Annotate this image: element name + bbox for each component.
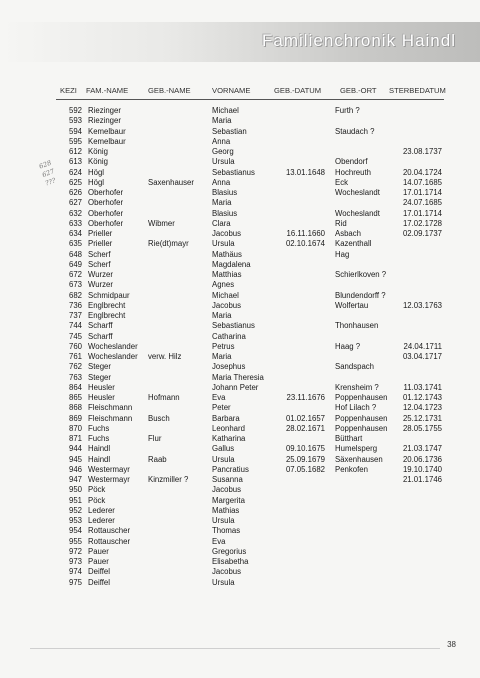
table-row [0, 373, 480, 383]
table-row [0, 188, 480, 198]
cell-fam-name: Heusler [88, 382, 115, 392]
cell-kezi: 973 [68, 557, 82, 566]
cell-geb-ort: Wolfertau [335, 300, 369, 310]
cell-fam-name: Scharff [88, 321, 113, 331]
cell-fam-name: Oberhofer [88, 208, 124, 218]
cell-kezi: 648 [68, 249, 82, 259]
cell-vorname: Michael [212, 290, 239, 300]
header-divider [56, 99, 444, 100]
cell-kezi: 763 [68, 372, 82, 382]
table-row [0, 485, 480, 495]
table-row [0, 362, 480, 372]
table-row [0, 219, 480, 229]
cell-vorname: Eva [212, 536, 226, 546]
cell-geb-name: Saxenhauser [148, 177, 194, 187]
table-row [0, 178, 480, 188]
cell-fam-name: Fleischmann [88, 403, 133, 413]
cell-kezi: 760 [68, 341, 82, 351]
cell-vorname: Gallus [212, 444, 235, 454]
cell-fam-name: Kemelbaur [88, 126, 126, 136]
cell-fam-name: Englbrecht [88, 311, 126, 320]
cell-fam-name: Högl [88, 167, 105, 177]
table-row [0, 250, 480, 260]
table-row [0, 147, 480, 157]
cell-geb-ort: Säxenhausen [335, 454, 383, 464]
cell-kezi: 761 [68, 352, 82, 361]
cell-vorname: Georg [212, 147, 234, 156]
cell-geb-ort: Wocheslandt [335, 208, 380, 218]
header-geb-datum: GEB.-DATUM [274, 86, 322, 95]
cell-vorname: Katharina [212, 434, 246, 443]
cell-kezi: 624 [68, 167, 82, 177]
cell-kezi: 632 [68, 208, 82, 218]
page-number: 38 [447, 640, 456, 649]
cell-sterbedatum: 03.04.1717 [402, 352, 442, 361]
cell-geb-ort: Asbach [335, 229, 362, 238]
cell-kezi: 673 [68, 280, 82, 290]
table-row [0, 311, 480, 321]
cell-geb-ort: Staudach ? [335, 126, 375, 136]
cell-vorname: Mathias [212, 505, 240, 515]
cell-geb-name: Rie(dt)mayr [148, 239, 189, 249]
cell-kezi: 871 [68, 434, 82, 443]
table-row [0, 547, 480, 557]
cell-kezi: 595 [68, 136, 82, 146]
cell-kezi: 682 [68, 290, 82, 300]
cell-kezi: 625 [68, 177, 82, 187]
cell-vorname: Thomas [212, 526, 241, 536]
cell-fam-name: Oberhofer [88, 218, 124, 228]
cell-sterbedatum: 21.01.1746 [402, 475, 442, 484]
cell-kezi: 952 [68, 505, 82, 515]
cell-fam-name: Scharff [88, 331, 113, 341]
cell-kezi: 635 [68, 239, 82, 249]
cell-geb-name: Busch [148, 413, 170, 423]
chronicle-banner [0, 22, 480, 62]
table-row [0, 301, 480, 311]
table-row [0, 291, 480, 301]
cell-fam-name: Oberhofer [88, 198, 124, 208]
cell-vorname: Jacobus [212, 485, 242, 495]
cell-sterbedatum: 14.07.1685 [402, 177, 442, 187]
cell-fam-name: Wocheslander [88, 352, 138, 361]
table-row [0, 229, 480, 239]
cell-geb-name: Hofmann [148, 393, 180, 402]
cell-geb-ort: Sandspach [335, 362, 375, 372]
cell-vorname: Michael [212, 106, 239, 115]
table-row [0, 403, 480, 413]
cell-vorname: Anna [212, 177, 231, 187]
table-row [0, 537, 480, 547]
cell-vorname: Maria [212, 198, 232, 208]
table-row [0, 506, 480, 516]
cell-kezi: 745 [68, 331, 82, 341]
cell-geb-datum: 07.05.1682 [285, 464, 325, 474]
table-row [0, 280, 480, 290]
cell-kezi: 974 [68, 567, 82, 577]
table-row [0, 157, 480, 167]
table-row [0, 239, 480, 249]
cell-fam-name: Pöck [88, 495, 106, 505]
cell-vorname: Barbara [212, 413, 240, 423]
cell-sterbedatum: 20.06.1736 [402, 454, 442, 464]
table-row [0, 106, 480, 116]
table-row [0, 414, 480, 424]
cell-kezi: 953 [68, 516, 82, 525]
cell-geb-ort: Thonhausen [335, 321, 379, 331]
cell-vorname: Ursula [212, 239, 235, 249]
margin-note-line: ??? [44, 176, 57, 188]
table-row [0, 516, 480, 526]
cell-vorname: Petrus [212, 341, 235, 351]
cell-vorname: Margerita [212, 495, 245, 505]
cell-fam-name: Fuchs [88, 434, 110, 443]
cell-fam-name: Pauer [88, 546, 109, 556]
cell-fam-name: Steger [88, 362, 111, 372]
table-row [0, 455, 480, 465]
cell-geb-datum: 01.02.1657 [285, 413, 325, 423]
table-row [0, 526, 480, 536]
cell-kezi: 869 [68, 413, 82, 423]
table-row [0, 567, 480, 577]
cell-vorname: Pancratius [212, 464, 249, 474]
table-row [0, 198, 480, 208]
cell-kezi: 627 [68, 198, 82, 208]
table-row [0, 465, 480, 475]
cell-vorname: Ursula [212, 577, 235, 587]
table-row [0, 321, 480, 331]
cell-geb-datum: 25.09.1679 [285, 454, 325, 464]
header-fam-name: FAM.-NAME [86, 86, 129, 95]
cell-sterbedatum: 12.03.1763 [402, 300, 442, 310]
cell-vorname: Jacobus [212, 229, 242, 238]
cell-fam-name: Riezinger [88, 116, 121, 126]
table-row [0, 352, 480, 362]
cell-fam-name: Haindl [88, 444, 111, 454]
cell-kezi: 954 [68, 526, 82, 536]
cell-geb-ort: Kazenthall [335, 239, 372, 249]
cell-fam-name: Fleischmann [88, 413, 133, 423]
table-row [0, 137, 480, 147]
cell-vorname: Elisabetha [212, 557, 249, 566]
cell-geb-ort: Schierlkoven ? [335, 270, 387, 279]
table-row [0, 383, 480, 393]
cell-vorname: Jacobus [212, 567, 242, 577]
cell-vorname: Gregorius [212, 546, 247, 556]
cell-kezi: 955 [68, 536, 82, 546]
cell-kezi: 975 [68, 577, 82, 587]
cell-vorname: Blasius [212, 188, 238, 197]
cell-fam-name: Rottauscher [88, 526, 131, 536]
cell-vorname: Matthias [212, 270, 242, 279]
cell-sterbedatum: 28.05.1755 [402, 423, 442, 433]
margin-note-line: 627 [41, 167, 56, 179]
cell-fam-name: Oberhofer [88, 188, 124, 197]
cell-kezi: 951 [68, 495, 82, 505]
cell-geb-ort: Furth ? [335, 106, 360, 115]
cell-kezi: 633 [68, 218, 82, 228]
cell-geb-name: Kinzmiller ? [148, 475, 189, 484]
cell-fam-name: Haindl [88, 454, 111, 464]
header-sterbedatum: STERBEDATUM [389, 86, 446, 95]
cell-geb-datum: 13.01.1648 [285, 167, 325, 177]
cell-fam-name: Pauer [88, 557, 109, 566]
cell-geb-ort: Obendorf [335, 157, 368, 167]
cell-vorname: Anna [212, 136, 231, 146]
cell-vorname: Maria [212, 352, 232, 361]
cell-kezi: 868 [68, 403, 82, 413]
cell-geb-ort: Eck [335, 177, 348, 187]
cell-geb-ort: Poppenhausen [335, 393, 388, 402]
cell-vorname: Clara [212, 218, 231, 228]
table-row [0, 444, 480, 454]
cell-vorname: Ursula [212, 516, 235, 525]
cell-kezi: 649 [68, 259, 82, 269]
cell-fam-name: Scherf [88, 259, 111, 269]
table-row [0, 116, 480, 126]
cell-kezi: 612 [68, 147, 82, 156]
cell-fam-name: Wurzer [88, 280, 113, 290]
table-row [0, 270, 480, 280]
table-row [0, 578, 480, 588]
cell-kezi: 870 [68, 423, 82, 433]
cell-sterbedatum: 20.04.1724 [402, 167, 442, 177]
cell-sterbedatum: 17.01.1714 [402, 188, 442, 197]
cell-fam-name: Högl [88, 177, 105, 187]
cell-sterbedatum: 19.10.1740 [402, 464, 442, 474]
cell-geb-name: Raab [148, 454, 167, 464]
cell-sterbedatum: 02.09.1737 [402, 229, 442, 238]
cell-kezi: 946 [68, 464, 82, 474]
cell-fam-name: Riezinger [88, 106, 121, 115]
cell-kezi: 947 [68, 475, 82, 484]
cell-fam-name: König [88, 157, 108, 167]
cell-vorname: Ursula [212, 454, 235, 464]
cell-fam-name: Kemelbaur [88, 136, 126, 146]
cell-fam-name: Heusler [88, 393, 115, 402]
cell-vorname: Blasius [212, 208, 238, 218]
cell-sterbedatum: 21.03.1747 [402, 444, 442, 454]
cell-kezi: 594 [68, 126, 82, 136]
cell-sterbedatum: 11.03.1741 [403, 382, 442, 392]
table-row [0, 209, 480, 219]
footer-divider [30, 648, 440, 649]
cell-vorname: Sebastian [212, 126, 247, 136]
header-geb-name: GEB.-NAME [148, 86, 191, 95]
cell-geb-ort: Bütthart [335, 434, 363, 443]
table-row [0, 393, 480, 403]
cell-geb-ort: Hof Lilach ? [335, 403, 377, 413]
cell-fam-name: Lederer [88, 505, 115, 515]
cell-fam-name: Wocheslander [88, 341, 138, 351]
cell-sterbedatum: 01.12.1743 [402, 393, 442, 402]
cell-fam-name: König [88, 147, 108, 156]
cell-fam-name: Prieller [88, 229, 113, 238]
cell-kezi: 613 [68, 157, 82, 167]
cell-kezi: 972 [68, 546, 82, 556]
cell-geb-ort: Rid [335, 218, 347, 228]
cell-fam-name: Scherf [88, 249, 111, 259]
cell-geb-ort: Haag ? [335, 341, 361, 351]
cell-geb-datum: 28.02.1671 [285, 423, 325, 433]
cell-kezi: 634 [68, 229, 82, 238]
cell-geb-ort: Hag [335, 249, 350, 259]
table-row [0, 496, 480, 506]
cell-sterbedatum: 24.07.1685 [402, 198, 442, 208]
cell-geb-datum: 16.11.1660 [286, 229, 325, 238]
cell-sterbedatum: 12.04.1723 [402, 403, 442, 413]
cell-fam-name: Westermayr [88, 475, 130, 484]
cell-kezi: 737 [68, 311, 82, 320]
cell-sterbedatum: 17.02.1728 [402, 218, 442, 228]
cell-vorname: Ursula [212, 157, 235, 167]
cell-kezi: 592 [68, 106, 82, 115]
cell-vorname: Eva [212, 393, 226, 402]
cell-sterbedatum: 25.12.1731 [402, 413, 442, 423]
cell-vorname: Catharina [212, 331, 246, 341]
cell-vorname: Maria [212, 116, 232, 126]
cell-vorname: Agnes [212, 280, 235, 290]
cell-geb-ort: Blundendorff ? [335, 290, 386, 300]
cell-geb-ort: Penkofen [335, 464, 368, 474]
table-row [0, 434, 480, 444]
table-row [0, 424, 480, 434]
cell-fam-name: Fuchs [88, 423, 110, 433]
cell-vorname: Jacobus [212, 300, 242, 310]
cell-vorname: Leonhard [212, 423, 245, 433]
cell-geb-ort: Wocheslandt [335, 188, 380, 197]
header-kezi: KEZI [60, 86, 77, 95]
cell-kezi: 864 [68, 382, 82, 392]
cell-fam-name: Deiffel [88, 577, 110, 587]
cell-vorname: Johann Peter [212, 382, 259, 392]
table-row [0, 342, 480, 352]
chronicle-title: Familienchronik Haindl [262, 31, 456, 50]
cell-sterbedatum: 23.08.1737 [402, 147, 442, 156]
cell-kezi: 944 [68, 444, 82, 454]
cell-fam-name: Englbrecht [88, 300, 126, 310]
cell-sterbedatum: 24.04.1711 [403, 341, 442, 351]
table-row [0, 332, 480, 342]
table-row [0, 260, 480, 270]
table-row [0, 557, 480, 567]
cell-geb-datum: 23.11.1676 [286, 393, 325, 402]
header-geb-ort: GEB.-ORT [340, 86, 377, 95]
cell-kezi: 593 [68, 116, 82, 126]
margin-note-line: 628 [38, 158, 53, 171]
cell-vorname: Mathäus [212, 249, 242, 259]
table-header [0, 86, 480, 100]
family-table-body [0, 106, 480, 588]
cell-kezi: 865 [68, 393, 82, 402]
cell-geb-ort: Hochreuth [335, 167, 371, 177]
cell-geb-name: Flur [148, 434, 162, 443]
table-row [0, 475, 480, 485]
header-vorname: VORNAME [212, 86, 251, 95]
cell-geb-ort: Poppenhausen [335, 413, 388, 423]
cell-kezi: 945 [68, 454, 82, 464]
cell-fam-name: Lederer [88, 516, 115, 525]
cell-vorname: Sebastianus [212, 167, 255, 177]
cell-fam-name: Schmidpaur [88, 290, 130, 300]
cell-geb-datum: 09.10.1675 [285, 444, 325, 454]
cell-geb-ort: Poppenhausen [335, 423, 388, 433]
cell-geb-name: Wibmer [148, 218, 175, 228]
cell-vorname: Magdalena [212, 259, 251, 269]
cell-kezi: 744 [68, 321, 82, 331]
cell-fam-name: Deiffel [88, 567, 110, 577]
cell-kezi: 672 [68, 270, 82, 279]
cell-vorname: Maria Theresia [212, 372, 264, 382]
cell-geb-ort: Humelsperg [335, 444, 378, 454]
cell-fam-name: Westermayr [88, 464, 130, 474]
cell-fam-name: Prieller [88, 239, 113, 249]
cell-vorname: Peter [212, 403, 231, 413]
cell-kezi: 736 [68, 300, 82, 310]
table-row [0, 127, 480, 137]
cell-kezi: 626 [68, 188, 82, 197]
cell-vorname: Sebastianus [212, 321, 255, 331]
cell-fam-name: Pöck [88, 485, 106, 495]
cell-vorname: Josephus [212, 362, 246, 372]
cell-kezi: 762 [68, 362, 82, 372]
table-row [0, 168, 480, 178]
cell-geb-name: verw. Hilz [148, 352, 182, 361]
cell-fam-name: Rottauscher [88, 536, 131, 546]
cell-vorname: Susanna [212, 475, 243, 484]
cell-geb-datum: 02.10.1674 [285, 239, 325, 249]
cell-geb-ort: Krensheim ? [335, 382, 379, 392]
cell-sterbedatum: 17.01.1714 [402, 208, 442, 218]
cell-fam-name: Steger [88, 372, 111, 382]
cell-kezi: 950 [68, 485, 82, 495]
cell-vorname: Maria [212, 311, 232, 320]
cell-fam-name: Wurzer [88, 270, 113, 279]
